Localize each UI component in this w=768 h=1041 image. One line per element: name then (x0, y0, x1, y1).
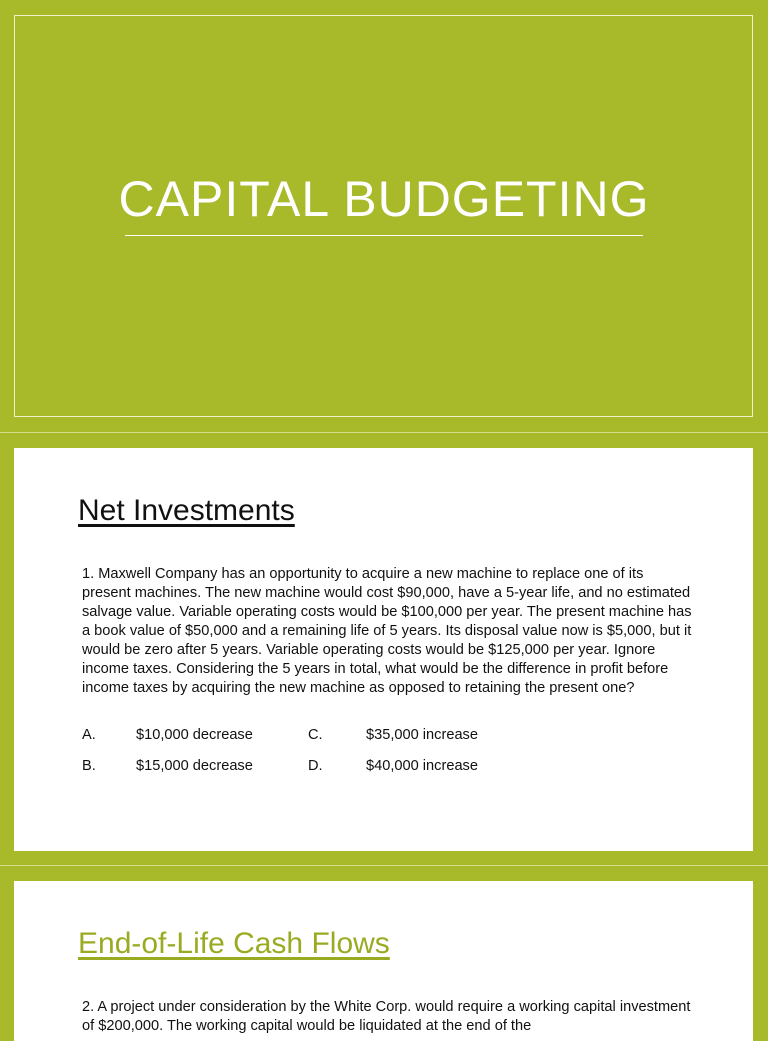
slide-divider (0, 432, 768, 433)
option-value: $35,000 increase (366, 727, 478, 743)
question-text: 1. Maxwell Company has an opportunity to acquire a new machine to replace one of its present machines. The new machine would cost $90,000, have a 5-year life, and no estimated salvage value. Variable operating costs would be $100,000 per year. The present machine has a book value of $50,000 and a remaining life of 5 years. Its disposal value now is $5,000, but it would be zero after 5 years. Variable operating costs would be $125,000 per year. Ignore income taxes. Considering the 5 years in total, what would be the difference in profit before income taxes by acquiring the new machine as opposed to retaining the present one? (82, 566, 692, 696)
option-letter: A. (82, 727, 96, 743)
option-value: $10,000 decrease (136, 727, 253, 743)
slide-heading: Net Investments (78, 494, 295, 527)
title-underline-rule (125, 235, 643, 236)
options-row (82, 758, 642, 789)
title-slide (0, 0, 768, 432)
options-row (82, 727, 642, 758)
end-of-life-cash-flows-slide (14, 881, 753, 1041)
option-value: $15,000 decrease (136, 758, 253, 774)
question-text: 2. A project under consideration by the White Corp. would require a working capital investment of $200,000. The working capital would be liquidated at the end of the (82, 999, 691, 1034)
answer-options (82, 727, 642, 789)
option-letter: B. (82, 758, 96, 774)
option-letter: C. (308, 727, 323, 743)
slide-title: CAPITAL BUDGETING (118, 171, 650, 227)
option-letter: D. (308, 758, 323, 774)
net-investments-slide (14, 448, 753, 851)
slide-divider (0, 865, 768, 866)
slide-heading: End-of-Life Cash Flows (78, 927, 390, 960)
option-value: $40,000 increase (366, 758, 478, 774)
